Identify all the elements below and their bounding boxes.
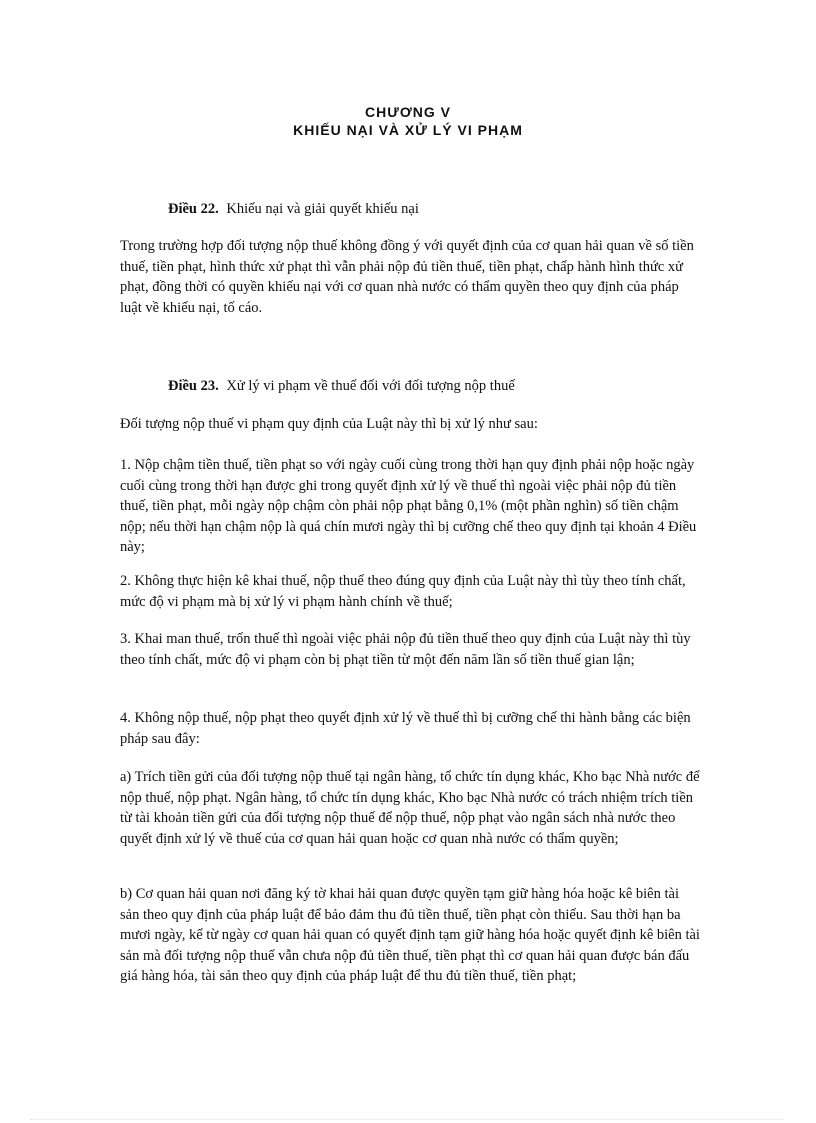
article-22-label: Điều 22. — [168, 201, 219, 217]
article-23-intro: Đối tượng nộp thuế vi phạm quy định của Luật này thì bị xử lý như sau: — [120, 416, 538, 432]
clause-3: 3. Khai man thuế, trốn thuế thì ngoài việc phải nộp đủ tiền thuế theo quy định của Luật này thì tùy theo tính chất, mức độ vi phạm còn bị phạt tiền từ một đến năm lần số tiền thuế gian lận; — [120, 631, 691, 668]
article-22-heading — [168, 199, 419, 219]
page-bottom-rule — [30, 1119, 786, 1120]
chapter-title: KHIẾU NẠI VÀ XỬ LÝ VI PHẠM — [293, 122, 523, 138]
chapter-number: CHƯƠNG V — [364, 104, 451, 120]
sub-clause-a: a) Trích tiền gửi của đối tượng nộp thuế tại ngân hàng, tổ chức tín dụng khác, Kho bạc Nhà nước để nộp thuế, nộp phạt. Ngân hàng, tổ chức tín dụng khác, Kho bạc Nhà nước có trách nhiệm trích tiền từ tài khoản tiền gửi của đối tượng nộp thuế để nộp thuế, nộp phạt vào ngân sách nhà nước theo quyết định xử lý về thuế của cơ quan hải quan hoặc cơ quan nhà nước có thẩm quyền; — [120, 769, 700, 847]
article-23-label: Điều 23. — [168, 378, 219, 394]
article-22-title: Khiếu nại và giải quyết khiếu nại — [226, 201, 419, 217]
article-23-title: Xử lý vi phạm về thuế đối với đối tượng nộp thuế — [226, 378, 515, 394]
article-22-body: Trong trường hợp đối tượng nộp thuế không đồng ý với quyết định của cơ quan hải quan về số tiền thuế, tiền phạt, hình thức xử phạt thì vẫn phải nộp đủ tiền thuế, tiền phạt, chấp hành hình thức xử phạt, đồng thời có quyền khiếu nại với cơ quan nhà nước có thẩm quyền theo quy định của pháp luật về khiếu nại, tố cáo. — [120, 238, 694, 316]
article-23-heading — [168, 376, 515, 396]
clause-4: 4. Không nộp thuế, nộp phạt theo quyết định xử lý về thuế thì bị cưỡng chế thi hành bằng các biện pháp sau đây: — [120, 710, 691, 747]
sub-clause-b: b) Cơ quan hải quan nơi đăng ký tờ khai hải quan được quyền tạm giữ hàng hóa hoặc kê biên tài sản theo quy định của pháp luật để bảo đảm thu đủ tiền thuế, tiền phạt còn thiếu. Sau thời hạn ba mươi ngày, kể từ ngày cơ quan hải quan có quyết định tạm giữ hàng hóa hoặc quyết định kê biên tài sản mà đối tượng nộp thuế vẫn chưa nộp đủ tiền thuế, tiền phạt thì cơ quan hải quan được bán đấu giá hàng hóa, tài sản theo quy định của pháp luật để thu đủ tiền thuế, tiền phạt; — [120, 886, 700, 984]
clause-2: 2. Không thực hiện kê khai thuế, nộp thuế theo đúng quy định của Luật này thì tùy theo tính chất, mức độ vi phạm mà bị xử lý vi phạm hành chính về thuế; — [120, 573, 686, 610]
clause-1: 1. Nộp chậm tiền thuế, tiền phạt so với ngày cuối cùng trong thời hạn quy định phải nộp hoặc ngày cuối cùng trong thời hạn được ghi trong quyết định xử lý về thuế thì ngoài việc phải nộp đủ tiền thuế, tiền phạt, mỗi ngày nộp chậm còn phải nộp phạt bằng 0,1% (một phần nghìn) số tiền chậm nộp; nếu thời hạn chậm nộp là quá chín mươi ngày thì bị cưỡng chế theo quy định tại khoản 4 Điều này; — [120, 457, 697, 555]
